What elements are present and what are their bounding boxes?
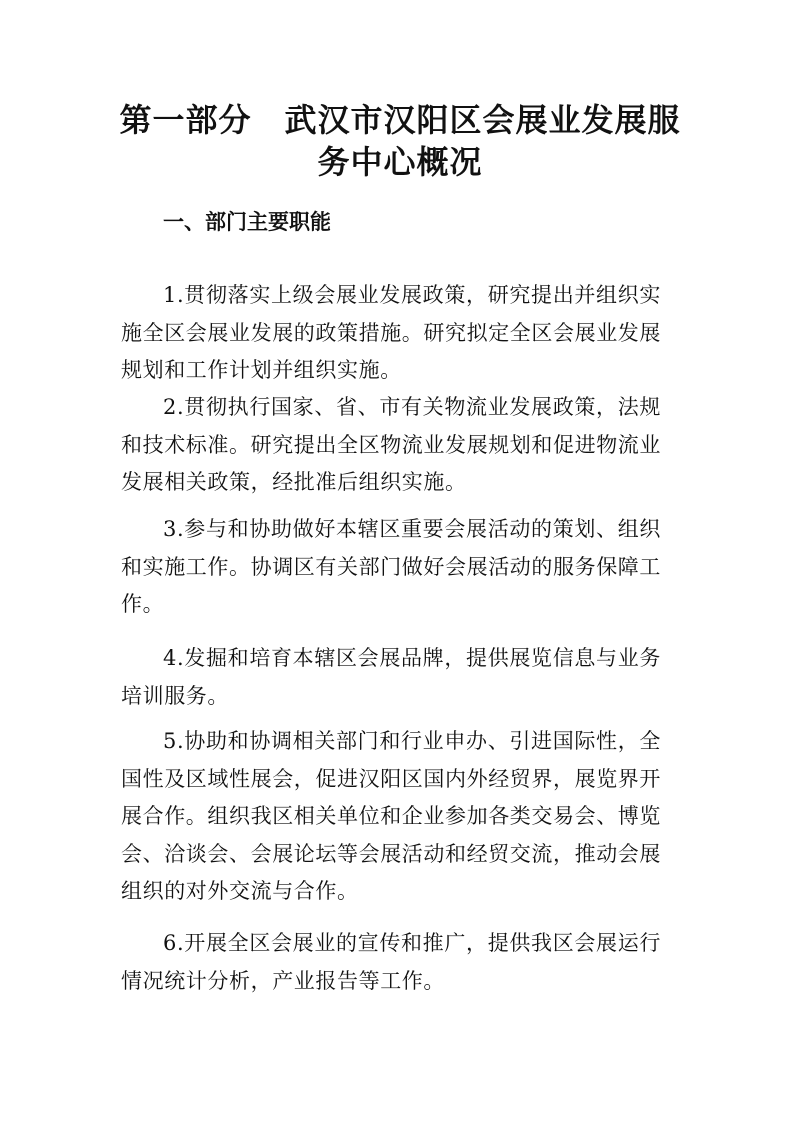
paragraph-1: 1.贯彻落实上级会展业发展政策，研究提出并组织实施全区会展业发展的政策措施。研究拟定全区会展业发展规划和工作计划并组织实施。 [121, 283, 661, 382]
page-title-line-1: 第一部分 武汉市汉阳区会展业发展服 [119, 101, 681, 139]
paragraph-4: 4.发掘和培育本辖区会展品牌，提供展览信息与业务培训服务。 [121, 646, 661, 708]
paragraph-5: 5.协助和协调相关部门和行业申办、引进国际性，全国性及区域性展会，促进汉阳区国内外经贸界，展览界开展合作。组织我区相关单位和企业参加各类交易会、博览会、洽谈会、会展论坛等会展活动和经贸交流，推动会展组织的对外交流与合作。 [121, 729, 661, 903]
section-heading: 一、部门主要职能 [163, 210, 331, 234]
paragraph-6: 6.开展全区会展业的宣传和推广，提供我区会展运行情况统计分析，产业报告等工作。 [121, 931, 661, 993]
paragraph-3: 3.参与和协助做好本辖区重要会展活动的策划、组织和实施工作。协调区有关部门做好会展活动的服务保障工作。 [121, 517, 661, 616]
paragraph-2: 2.贯彻执行国家、省、市有关物流业发展政策，法规和技术标准。研究提出全区物流业发展规划和促进物流业发展相关政策，经批准后组织实施。 [121, 395, 661, 494]
page-title-line-2: 务中心概况 [317, 143, 483, 181]
